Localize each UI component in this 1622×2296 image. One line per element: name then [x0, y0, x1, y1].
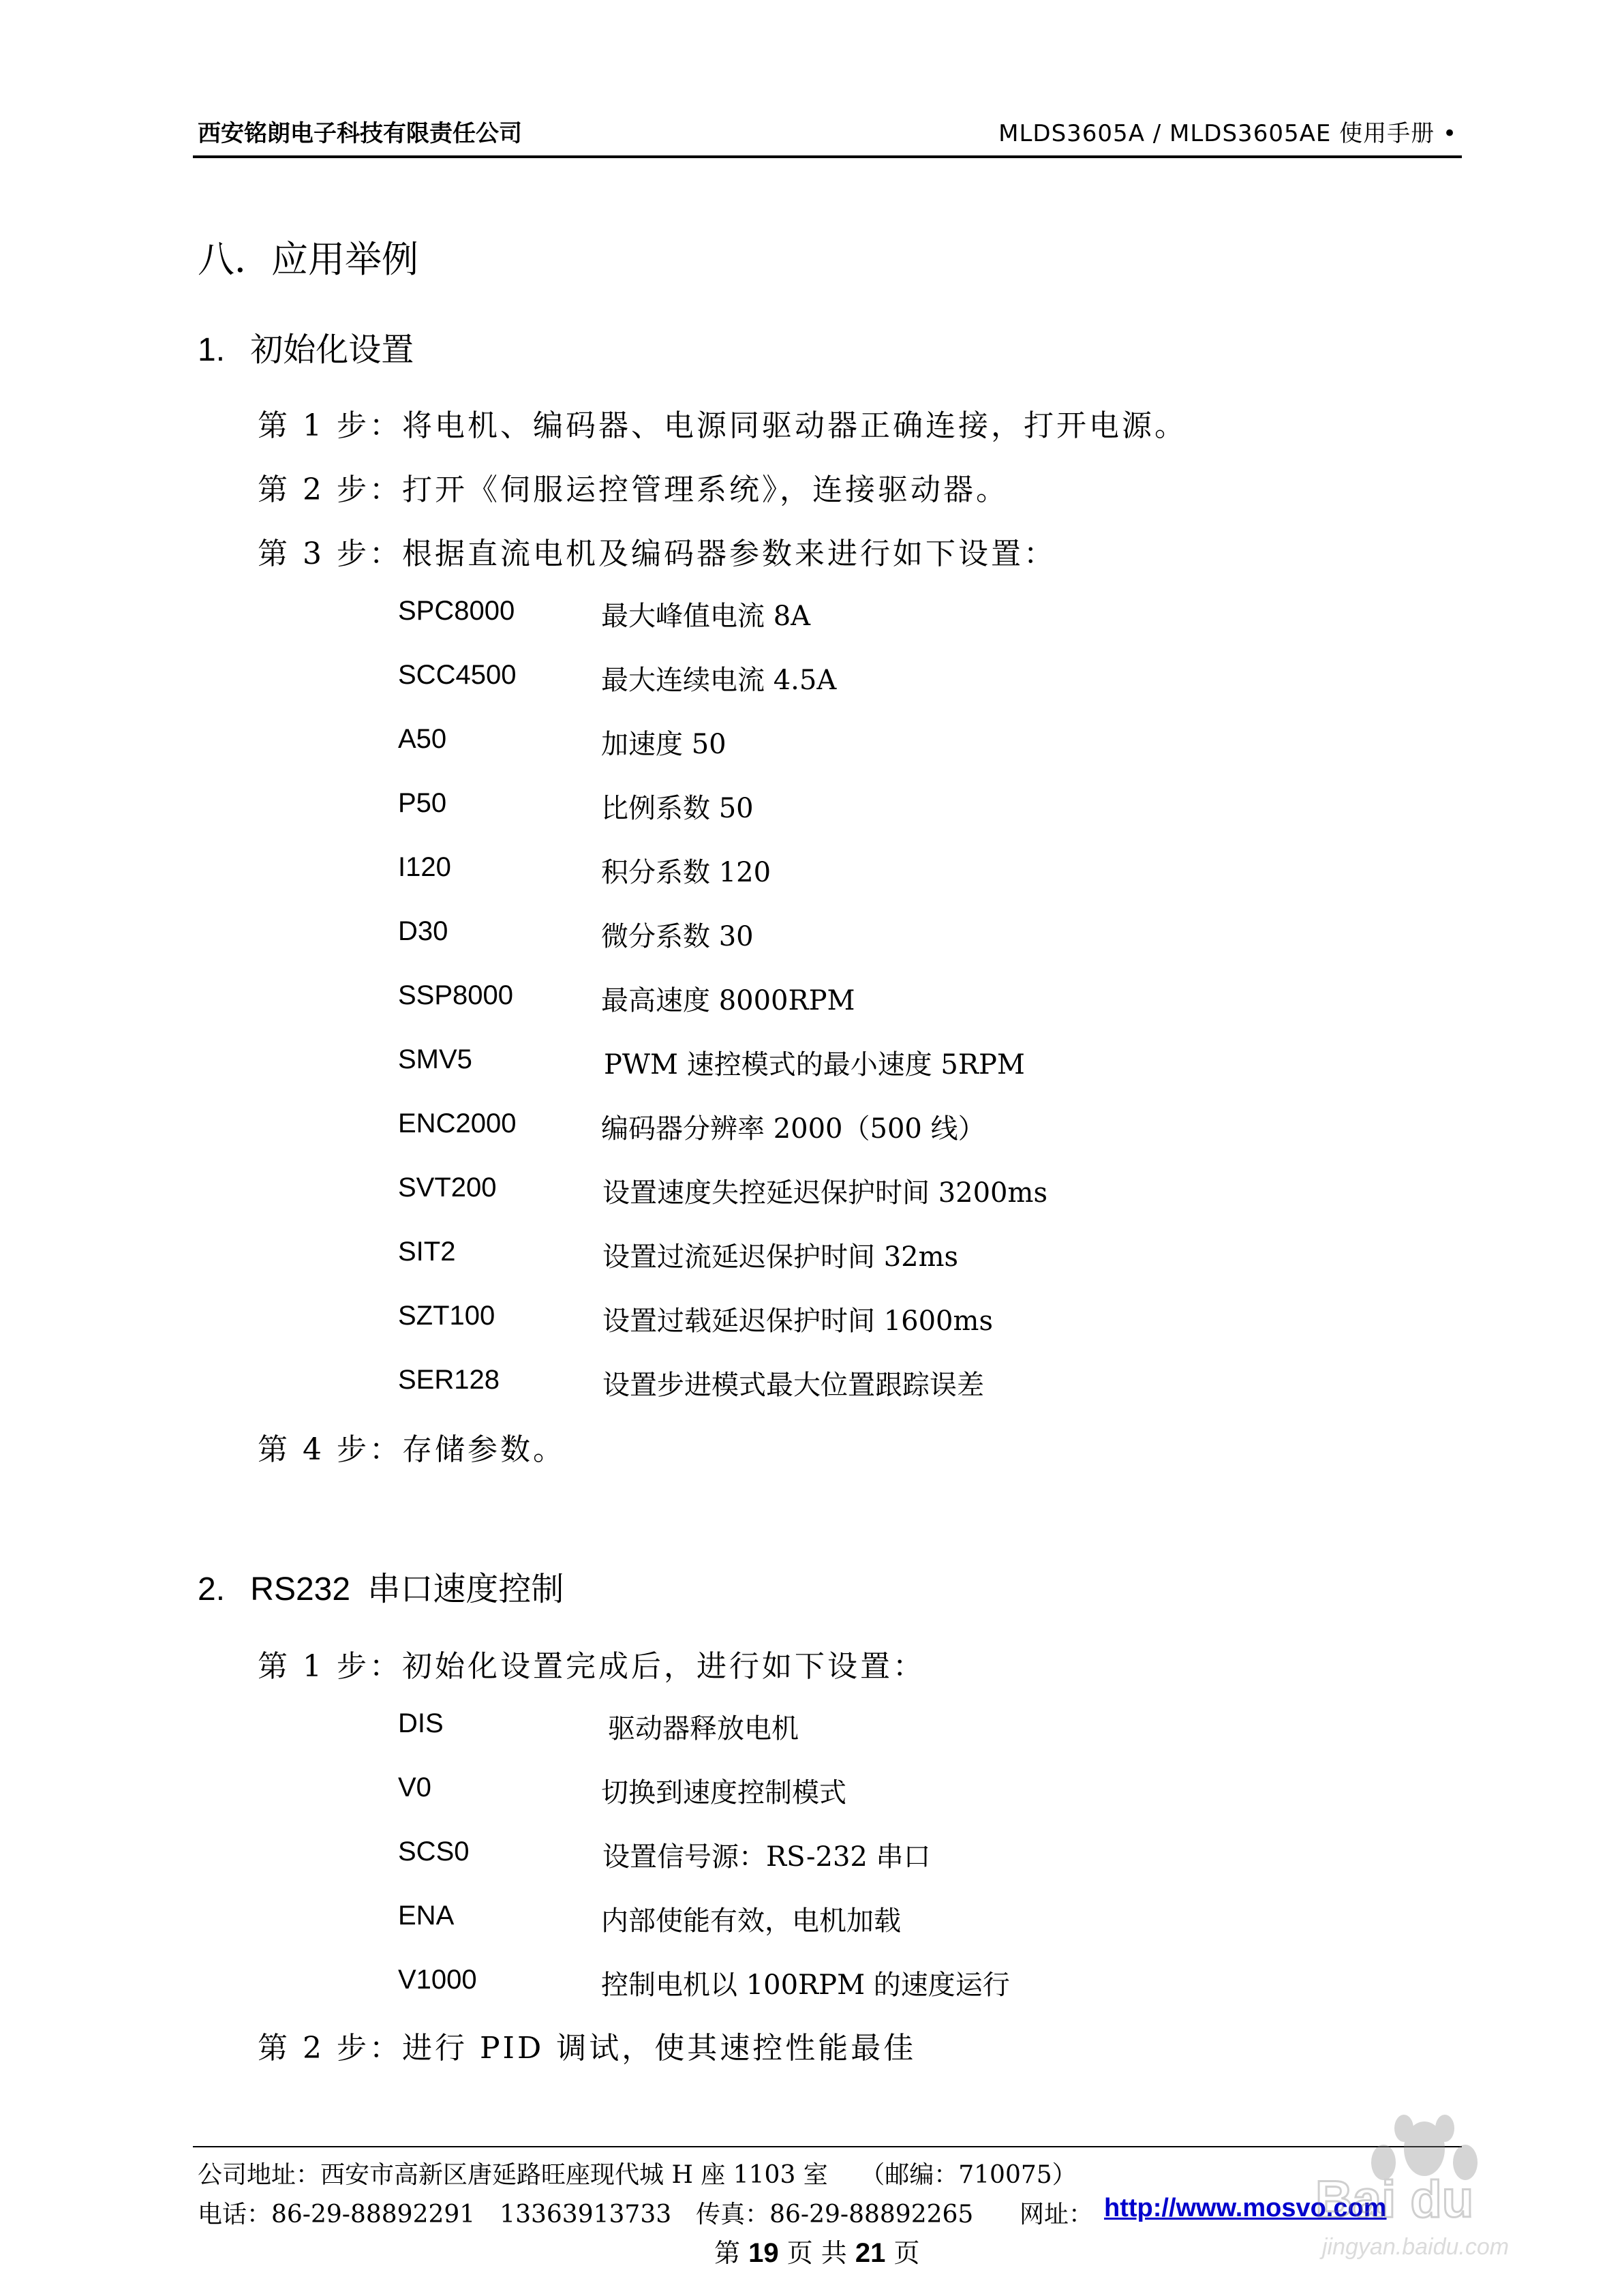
page-current: 19: [748, 2238, 779, 2268]
command-code: D30: [398, 916, 448, 946]
page-number: [714, 2232, 920, 2269]
subsection-1-number: 1.: [198, 332, 226, 368]
page-total: 21: [855, 2238, 886, 2268]
subsection-1-title: 初始化设置: [250, 331, 414, 369]
header-manual-title: MLDS3605A / MLDS3605AE 使用手册 •: [998, 120, 1457, 147]
step-line: 第 2 步：进行 PID 调试，使其速控性能最佳: [258, 2031, 917, 2066]
command-code: I120: [398, 852, 451, 882]
footer-website-link[interactable]: http://www.mosvo.com: [1104, 2194, 1387, 2222]
footer-address: 公司地址：西安市高新区唐延路旺座现代城 H 座 1103 室 （邮编：710075）: [198, 2161, 1077, 2189]
subsection-1-heading: [198, 323, 414, 370]
command-code: SER128: [398, 1365, 500, 1395]
subsection-2-title: 串口速度控制: [367, 1570, 564, 1608]
command-code: SIT2: [398, 1237, 456, 1267]
command-code: SSP8000: [398, 980, 514, 1010]
page-middle: 页 共: [786, 2238, 847, 2268]
subsection-2-number: 2.: [198, 1571, 226, 1607]
command-description: 最大连续电流 4.5A: [601, 665, 837, 696]
svg-text:Bai du: Bai du: [1315, 2171, 1474, 2229]
command-code: SCC4500: [398, 660, 517, 690]
step-line: 第 4 步：存储参数。: [258, 1432, 566, 1467]
page-prefix: 第: [714, 2238, 741, 2268]
command-description: 加速度 50: [601, 729, 726, 760]
footer-rule: [193, 2146, 1462, 2147]
command-code: SVT200: [398, 1173, 497, 1203]
svg-text:jingyan.baidu.com: jingyan.baidu.com: [1322, 2234, 1510, 2260]
command-description: 最大峰值电流 8A: [601, 601, 811, 632]
command-description: 最高速度 8000RPM: [601, 985, 855, 1016]
command-code: SPC8000: [398, 596, 515, 626]
step-line: 第 1 步：将电机、编码器、电源同驱动器正确连接，打开电源。: [258, 408, 1187, 443]
command-description: 切换到速度控制模式: [601, 1777, 846, 1809]
command-description: 设置步进模式最大位置跟踪误差: [602, 1370, 984, 1401]
command-code: SMV5: [398, 1044, 472, 1074]
command-description: PWM 速控模式的最小速度 5RPM: [604, 1049, 1025, 1081]
paw-logo-icon: [1302, 2108, 1547, 2265]
subsection-2-heading: [198, 1562, 564, 1610]
command-description: 设置过流延迟保护时间 32ms: [602, 1241, 959, 1273]
header-company: 西安铭朗电子科技有限责任公司: [198, 120, 522, 147]
subsection-2-title-prefix: RS232: [250, 1571, 351, 1607]
command-code: SZT100: [398, 1301, 495, 1331]
command-code: P50: [398, 788, 447, 818]
command-description: 编码器分辨率 2000（500 线）: [601, 1113, 985, 1145]
page-suffix: 页: [893, 2238, 920, 2268]
command-code: SCS0: [398, 1837, 470, 1867]
baidu-jingyan-watermark: [1302, 2108, 1547, 2265]
section-title: 八．应用举例: [198, 238, 418, 281]
command-description: 积分系数 120: [601, 857, 771, 888]
step-line: 第 3 步：根据直流电机及编码器参数来进行如下设置：: [258, 537, 1056, 571]
command-description: 设置速度失控延迟保护时间 3200ms: [602, 1177, 1047, 1209]
command-code: ENC2000: [398, 1108, 517, 1138]
command-code: V1000: [398, 1965, 477, 1995]
command-code: DIS: [398, 1708, 444, 1738]
step-line: 第 2 步：打开《伺服运控管理系统》，连接驱动器。: [258, 472, 1009, 507]
step-line: 第 1 步：初始化设置完成后，进行如下设置：: [258, 1649, 925, 1684]
footer-phone-fax: 电话：86-29-88892291 13363913733 传真：86-29-88892265: [198, 2201, 974, 2229]
command-description: 驱动器释放电机: [608, 1713, 799, 1744]
command-description: 设置信号源：RS-232 串口: [602, 1841, 931, 1873]
command-description: 微分系数 30: [601, 921, 754, 952]
command-description: 比例系数 50: [601, 793, 754, 824]
command-description: 控制电机以 100RPM 的速度运行: [601, 1969, 1010, 2001]
command-code: V0: [398, 1772, 431, 1802]
header-rule: [193, 155, 1462, 158]
command-code: ENA: [398, 1901, 455, 1931]
command-code: A50: [398, 724, 447, 754]
footer-web-label: 网址：: [1020, 2201, 1094, 2229]
command-description: 内部使能有效，电机加载: [601, 1905, 901, 1937]
command-description: 设置过载延迟保护时间 1600ms: [602, 1305, 993, 1337]
